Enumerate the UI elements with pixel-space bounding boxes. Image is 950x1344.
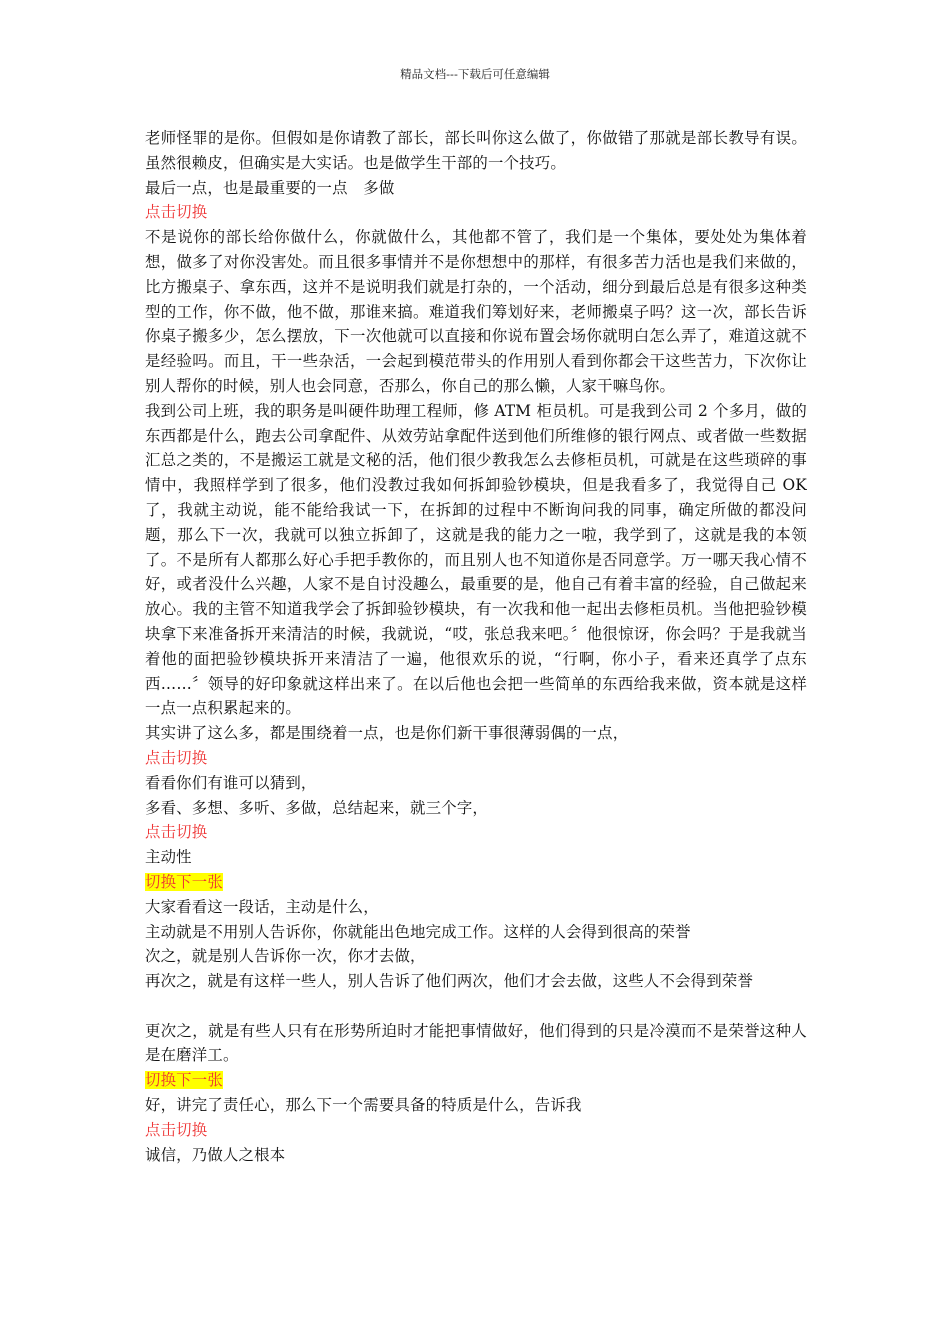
paragraph: 诚信，乃做人之根本 bbox=[145, 1145, 286, 1164]
paragraph: 次之，就是别人告诉你一次，你才去做， bbox=[145, 947, 426, 966]
paragraph: 我到公司上班，我的职务是叫硬件助理工程师，修 ATM 柜员机。可是我到公司 2 个多月，做的东西都是什么，跑去公司拿配件、从效劳站拿配件送到他们所维修的银行网点、或者做一些数据汇总之类的，不是搬运工就是文秘的活，他们很少教我怎么去修柜员机，可就是在这些琐碎的事情中，我照样学到了很多，他们没教过我如何拆卸验钞模块，但是我看多了，我觉得自己 OK 了，我就主动说，能不能给我试一下，在拆卸的过程中不断询问我的同事，确定所做的都没问题，那么下一次，我就可以独立拆卸了，这就是我的能力之一啦，我学到了，这就是我的本领了。不是所有人都那么好心手把手教你的，而且别人也不知道你是否同意学。万一哪天我心情不好，或者没什么兴趣，人家不是自讨没趣么，最重要的是，他自己有着丰富的经验，自己做起来放心。我的主管不知道我学会了拆卸验钞模块，有一次我和他一起出去修柜员机。当他把验钞模块拿下来准备拆开来清洁的时候，我就说，“哎，张总我来吧。〞他很惊讶，你会吗？于是我就当着他的面把验钞模块拆开来清洁了一遍，他很欢乐的说，“行啊，你小子，看来还真学了点东西……〞领导的好印象就这样出来了。在以后他也会把一些简单的东西给我来做，资本就是这样一点一点积累起来的。 bbox=[145, 401, 807, 718]
slide-cue-next-slide-line bbox=[145, 870, 807, 895]
paragraph: 主动性 bbox=[145, 848, 192, 867]
paragraph: 好，讲完了责任心，那么下一个需要具备的特质是什么，告诉我 bbox=[145, 1096, 582, 1115]
paragraph: 老师怪罪的是你。但假如是你请教了部长，部长叫你这么做了，你做错了那就是部长教导有误。虽然很赖皮，但确实是大实话。也是做学生干部的一个技巧。 bbox=[145, 129, 807, 172]
slide-cue-click-switch: 点击切换 bbox=[145, 748, 208, 767]
slide-cue-next-slide-line bbox=[145, 1068, 807, 1093]
paragraph: 大家看看这一段话，主动是什么， bbox=[145, 897, 379, 916]
page-header: 精品文档---下载后可任意编辑 bbox=[400, 67, 550, 81]
paragraph: 看看你们有谁可以猜到， bbox=[145, 773, 317, 792]
slide-cue-click-switch: 点击切换 bbox=[145, 823, 208, 842]
slide-cue-next-slide: 切换下一张 bbox=[145, 1071, 223, 1090]
slide-cue-click-switch: 点击切换 bbox=[145, 1120, 208, 1139]
document-body bbox=[145, 126, 807, 1167]
paragraph: 最后一点，也是最重要的一点 多做 bbox=[145, 178, 395, 197]
paragraph: 其实讲了这么多，都是围绕着一点，也是你们新干事很薄弱偶的一点， bbox=[145, 724, 629, 743]
paragraph: 再次之，就是有这样一些人，别人告诉了他们两次，他们才会去做，这些人不会得到荣誉 bbox=[145, 972, 754, 991]
slide-cue-next-slide: 切换下一张 bbox=[145, 872, 223, 891]
paragraph: 更次之，就是有些人只有在形势所迫时才能把事情做好，他们得到的只是冷漠而不是荣誉这种人是在磨洋工。 bbox=[145, 1021, 807, 1065]
paragraph: 多看、多想、多听、多做，总结起来，就三个字， bbox=[145, 798, 488, 817]
slide-cue-click-switch: 点击切换 bbox=[145, 203, 208, 222]
paragraph: 不是说你的部长给你做什么，你就做什么，其他都不管了，我们是一个集体，要处处为集体着想，做多了对你没害处。而且很多事情并不是你想想中的那样，有很多苦力活也是我们来做的，比方搬桌子、拿东西，这并不是说明我们就是打杂的，一个活动，细分到最后总是有很多这种类型的工作，你不做，他不做，那谁来搞。难道我们筹划好来，老师搬桌子吗？这一次，部长告诉你桌子搬多少，怎么摆放，下一次他就可以直接和你说布置会场你就明白怎么弄了，难道这就不是经验吗。而且，干一些杂活，一会起到模范带头的作用别人看到你都会干这些苦力，下次你让别人帮你的时候，别人也会同意，否那么，你自己的那么懒，人家干嘛鸟你。 bbox=[145, 228, 807, 395]
blank-line bbox=[145, 994, 807, 1019]
paragraph: 主动就是不用别人告诉你，你就能出色地完成工作。这样的人会得到很高的荣誉 bbox=[145, 922, 691, 941]
